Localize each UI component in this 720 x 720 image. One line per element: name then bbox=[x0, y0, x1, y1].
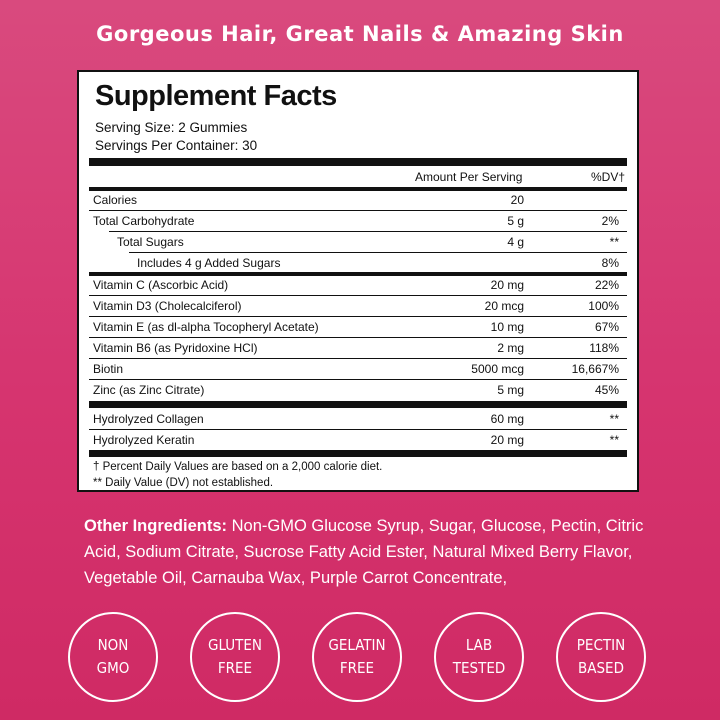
other-ingredients bbox=[84, 513, 654, 591]
badge-non-gmo bbox=[68, 612, 158, 702]
divider-thick bbox=[89, 450, 627, 457]
nutrient-amount: 10 mg bbox=[490, 320, 524, 334]
nutrient-row bbox=[89, 253, 627, 273]
nutrient-row bbox=[89, 409, 627, 429]
nutrient-name: Vitamin D3 (Cholecalciferol) bbox=[93, 299, 242, 313]
badge-pectin-based bbox=[556, 612, 646, 702]
divider-thick bbox=[89, 158, 627, 166]
nutrient-amount: 20 mg bbox=[490, 433, 524, 447]
badge-line2: TESTED bbox=[452, 659, 506, 677]
nutrient-row bbox=[89, 317, 627, 337]
nutrient-dv: ** bbox=[609, 433, 619, 447]
supplement-facts-panel bbox=[77, 70, 639, 492]
nutrient-dv: 16,667% bbox=[571, 362, 619, 376]
nutrient-row bbox=[89, 232, 627, 252]
badge-line1: NON bbox=[97, 636, 129, 654]
col-dv-header: %DV† bbox=[591, 170, 626, 184]
nutrient-name: Zinc (as Zinc Citrate) bbox=[93, 383, 205, 397]
nutrient-row bbox=[89, 430, 627, 450]
nutrient-row bbox=[89, 338, 627, 358]
nutrient-dv: ** bbox=[609, 235, 619, 249]
nutrient-amount: 20 mg bbox=[490, 278, 524, 292]
nutrient-amount: 5 g bbox=[507, 214, 524, 228]
nutrient-amount: 2 mg bbox=[497, 341, 524, 355]
nutrient-dv: 67% bbox=[594, 320, 619, 334]
badge-gluten-free bbox=[190, 612, 280, 702]
nutrient-amount: 5000 mcg bbox=[471, 362, 524, 376]
nutrient-name: Total Sugars bbox=[117, 235, 184, 249]
nutrient-dv: 100% bbox=[588, 299, 619, 313]
panel-title: Supplement Facts bbox=[95, 80, 337, 112]
nutrient-amount: 4 g bbox=[507, 235, 524, 249]
serving-size: Serving Size: 2 Gummies bbox=[95, 120, 248, 135]
nutrient-name: Vitamin C (Ascorbic Acid) bbox=[93, 278, 229, 292]
ingredients-text: Non-GMO Glucose Syrup, Sugar, Glucose, Pectin, Citric Acid, Sodium Citrate, Sucrose Fatty Acid Ester, Natural Mixed Berry Flavor, Vegetable Oil, Carnauba Wax, Purple Carrot Concentrate, bbox=[84, 517, 644, 587]
badge-line2: FREE bbox=[339, 659, 375, 677]
servings-per-container: Servings Per Container: 30 bbox=[95, 138, 258, 153]
nutrient-name: Hydrolyzed Keratin bbox=[93, 433, 195, 447]
nutrient-name: Biotin bbox=[93, 362, 124, 376]
nutrient-name: Calories bbox=[93, 193, 138, 207]
ingredients-label: Other Ingredients: bbox=[84, 517, 228, 535]
nutrient-row bbox=[89, 275, 627, 295]
nutrient-name: Hydrolyzed Collagen bbox=[93, 412, 204, 426]
nutrient-amount: 20 mcg bbox=[484, 299, 524, 313]
badge-line1: GLUTEN bbox=[208, 636, 262, 654]
footnote-dv: † Percent Daily Values are based on a 2,000 calorie diet. bbox=[93, 461, 383, 473]
badge-line2: FREE bbox=[217, 659, 253, 677]
col-amount-header: Amount Per Serving bbox=[415, 170, 523, 184]
nutrient-row bbox=[89, 190, 627, 210]
nutrient-dv: 2% bbox=[601, 214, 619, 228]
badge-line1: GELATIN bbox=[328, 636, 386, 654]
nutrient-row bbox=[89, 359, 627, 379]
nutrient-name: Vitamin B6 (as Pyridoxine HCl) bbox=[93, 341, 258, 355]
nutrient-name: Vitamin E (as dl-alpha Tocopheryl Acetate) bbox=[93, 320, 319, 334]
nutrient-dv: 45% bbox=[594, 383, 619, 397]
nutrient-dv: 118% bbox=[589, 341, 619, 355]
nutrient-dv: 8% bbox=[601, 256, 619, 270]
nutrient-row bbox=[89, 211, 627, 231]
nutrient-row bbox=[89, 296, 627, 316]
badge-line1: PECTIN bbox=[576, 636, 626, 654]
nutrient-amount: 5 mg bbox=[497, 383, 524, 397]
headline: Gorgeous Hair, Great Nails & Amazing Skin bbox=[96, 22, 624, 46]
badge-line2: GMO bbox=[96, 659, 130, 677]
footnote-not-established: ** Daily Value (DV) not established. bbox=[93, 477, 274, 489]
nutrient-name: Includes 4 g Added Sugars bbox=[137, 256, 281, 270]
nutrient-amount: 60 mg bbox=[490, 412, 524, 426]
nutrient-dv: 22% bbox=[594, 278, 619, 292]
nutrient-dv: ** bbox=[609, 412, 619, 426]
badge-lab-tested bbox=[434, 612, 524, 702]
divider-thick bbox=[89, 401, 627, 408]
badge-gelatin-free bbox=[312, 612, 402, 702]
badge-line2: BASED bbox=[578, 659, 624, 677]
nutrient-name: Total Carbohydrate bbox=[93, 214, 195, 228]
nutrient-amount: 20 bbox=[510, 193, 524, 207]
nutrient-row bbox=[89, 380, 627, 400]
badge-line1: LAB bbox=[465, 636, 493, 654]
